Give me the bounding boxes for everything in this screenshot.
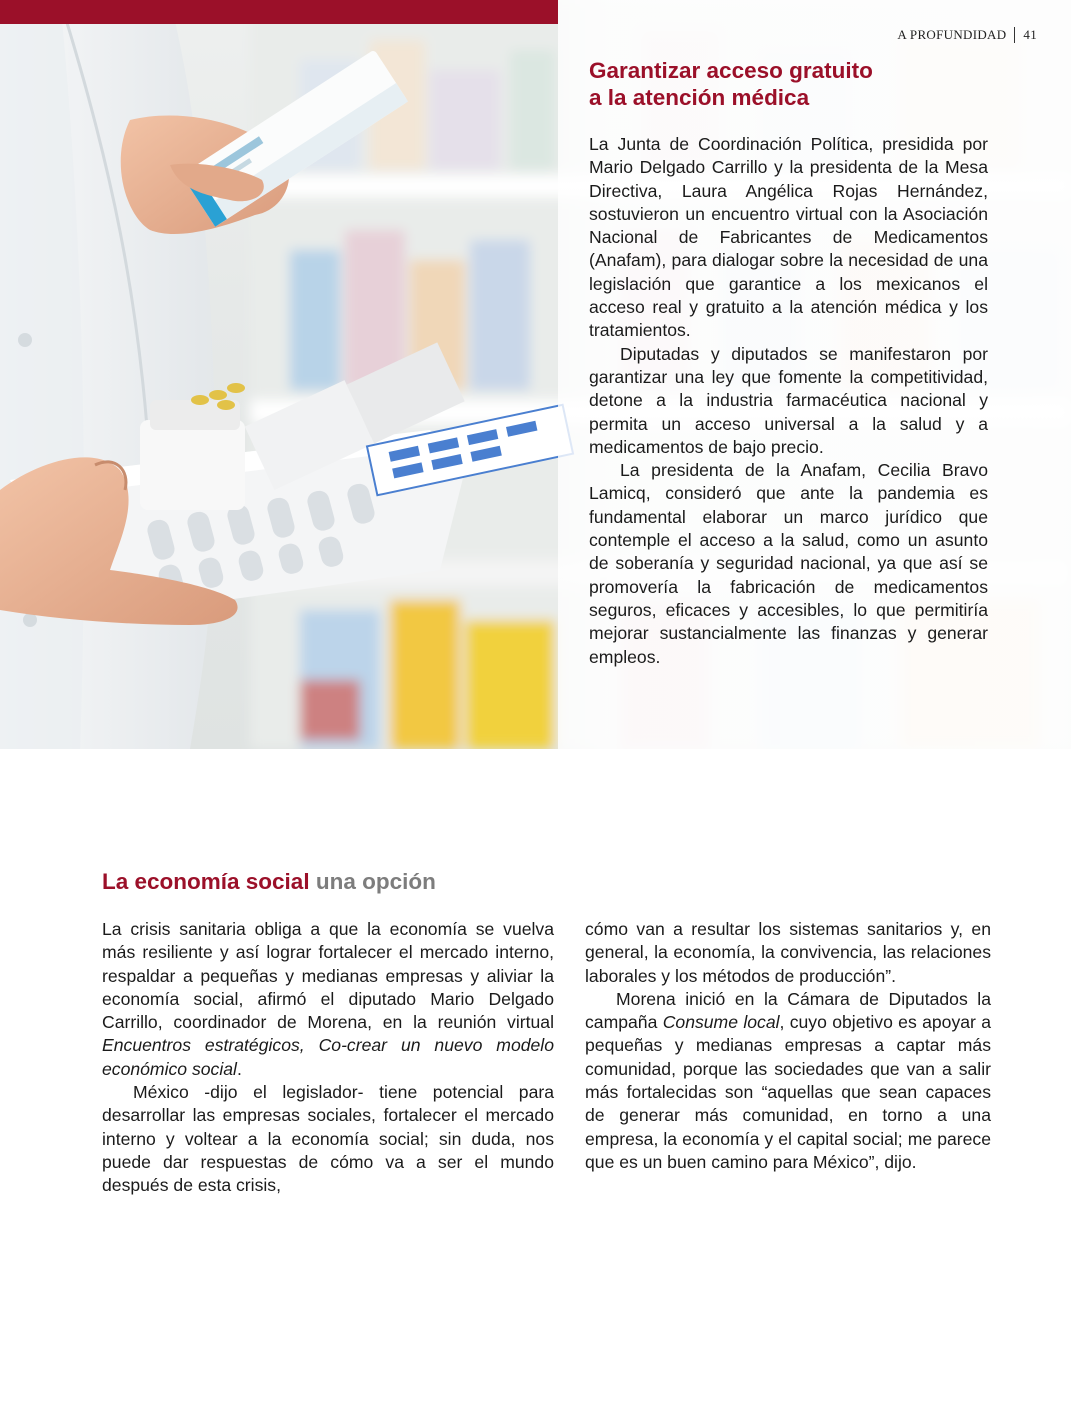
top-article-title-line2: a la atención médica — [589, 85, 810, 110]
top-article-title-line1: Garantizar acceso gratuito — [589, 58, 873, 83]
bottom-article-column-right — [585, 918, 991, 1174]
bottom-article-paragraph — [102, 918, 554, 1081]
top-article-paragraph: La presidenta de la Anafam, Cecilia Bravo Lamicq, consideró que ante la pandemia es fundamental elaborar un marco jurídico que contemple el acceso a la salud, como un asunto de soberanía y seguridad nacional, ya que así se promovería la fabricación de medicamentos seguros, eficaces y accesibles, lo que permitiría mejorar sustancialmente las finanzas y generar empleos. — [589, 460, 988, 667]
bottom-article-title-red: La economía social — [102, 869, 310, 894]
paragraph-text: La crisis sanitaria obliga a que la economía se vuelva más resiliente y así lograr fortalecer el mercado interno, respaldar a pequeñas y medianas empresas y aliviar la economía social, afirmó el diputado Mario Delgado Carrillo, coordinador de Morena, en la reunión virtual — [102, 919, 554, 1033]
bottom-article-title-grey: una opción — [309, 869, 436, 894]
top-article-body — [589, 133, 988, 669]
bottom-article-paragraph: México -dijo el legislador- tiene potencial para desarrollar las empresas sociales, fortalecer el mercado interno y voltear a la economía social; sin duda, nos puede dar respuestas de cómo va a ser el mundo después de esta crisis, — [102, 1082, 554, 1196]
bottom-article-paragraph: cómo van a resultar los sistemas sanitarios y, en general, la economía, la convivencia, las relaciones laborales y los métodos de producción”. — [585, 919, 991, 986]
paragraph-text: Morena inició en la Cámara de Diputados la campaña — [585, 988, 991, 1033]
top-article-title — [589, 57, 989, 111]
paragraph-text: , cuyo objetivo es apoyar a pequeñas y medianas empresas a captar más comunidad, porque las sociedades que van a salir más fortalecidas son “aquellas que sean capaces de generar más comunidad, en torno a una empresa, la economía y el capital social; me parece que es un buen camino para México”, dijo. — [585, 1012, 991, 1172]
header-separator — [1014, 27, 1015, 43]
page-number: 41 — [1023, 27, 1037, 42]
top-article-paragraph: La Junta de Coordinación Política, presidida por Mario Delgado Carrillo y la presidenta de la Mesa Directiva, Laura Angélica Rojas Hernández, sostuvieron un encuentro virtual con la Asociación Nacional de Fabricantes de Medicamentos (Anafam), para dialogar sobre la necesidad de una legislación que garantice a los mexicanos el acceso real y gratuito a la atención médica y los tratamientos. — [589, 134, 988, 341]
running-header — [897, 27, 1037, 43]
section-color-bar — [0, 0, 558, 24]
top-article-paragraph: Diputadas y diputados se manifestaron por garantizar una ley que fomente la competitividad, detone a la industria farmacéutica nacional y permita un acceso universal a la salud y a medicamentos de bajo precio. — [589, 343, 988, 457]
paragraph-text: . — [236, 1058, 242, 1079]
section-label: A PROFUNDIDAD — [897, 27, 1007, 42]
bottom-article-paragraph — [585, 988, 991, 1174]
campaign-name: Consume local — [662, 1012, 780, 1033]
event-title: Encuentros estratégicos, Co-crear un nuevo modelo económico social — [102, 1035, 554, 1079]
bottom-article-title — [102, 868, 436, 896]
bottom-article-column-left — [102, 918, 554, 1198]
